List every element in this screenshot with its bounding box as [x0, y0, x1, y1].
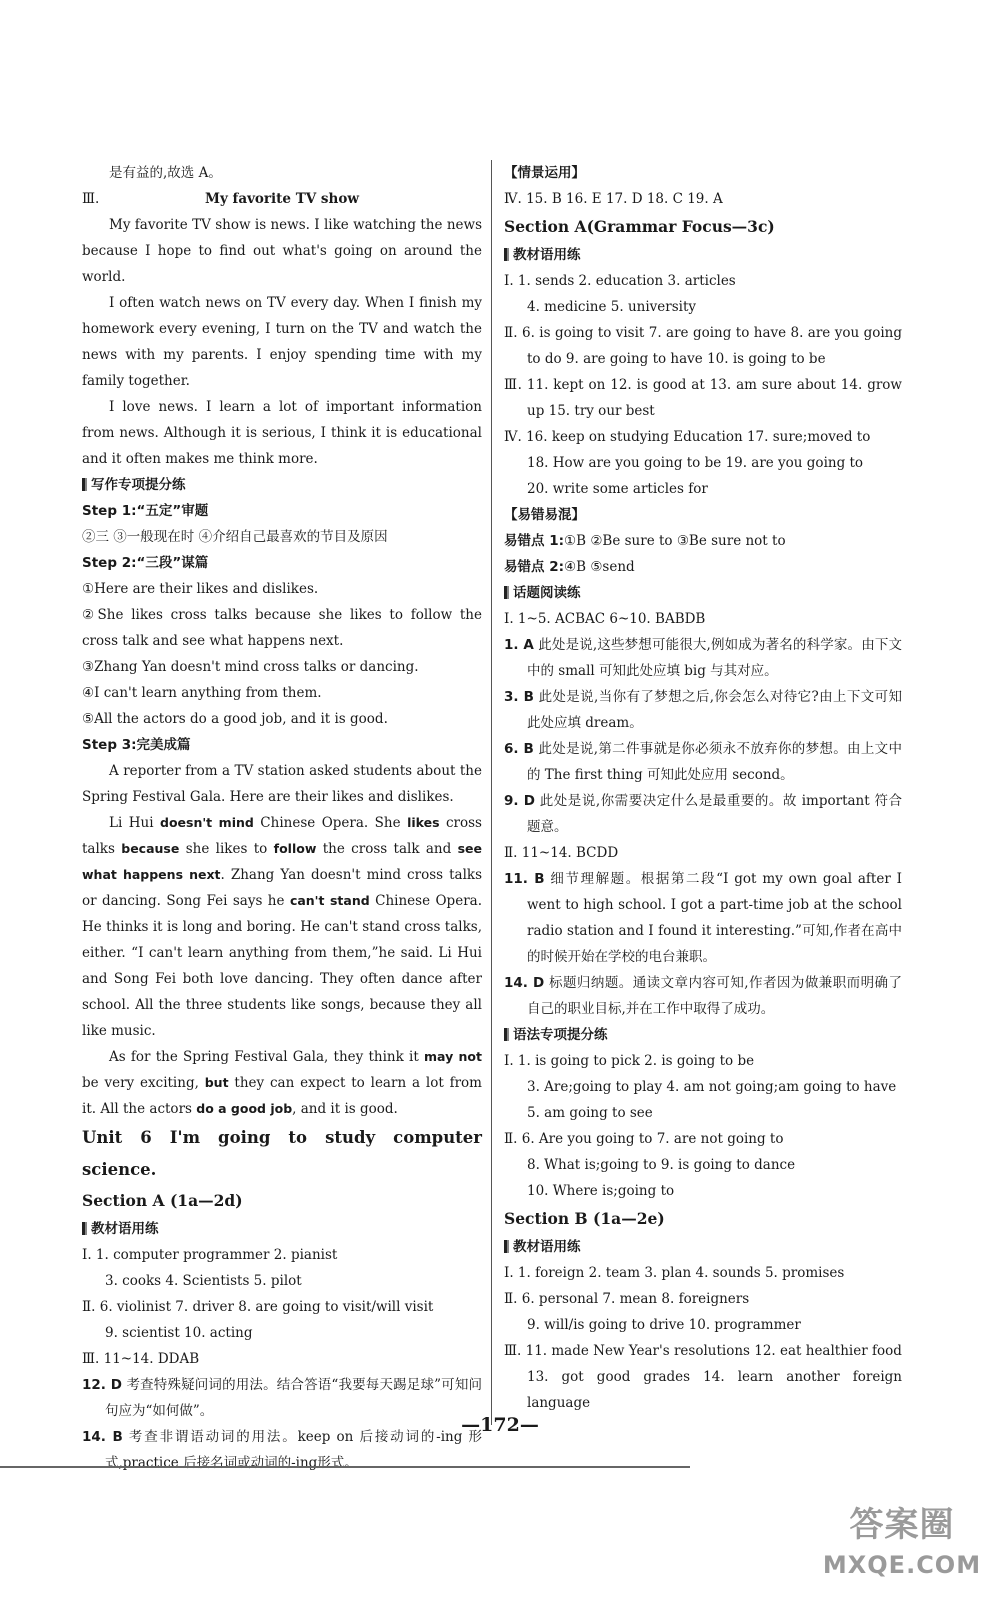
explanation: 3. B 此处是说,当你有了梦想之后,你会怎么对待它?由上下文可知此处应填 dream。 — [504, 689, 902, 731]
step-heading: Step 1:“五定”审题 — [82, 503, 209, 519]
answer-line: 3. cooks 4. Scientists 5. pilot — [105, 1273, 302, 1289]
answer-line: Ⅰ. 1. is going to pick 2. is going to be — [504, 1053, 755, 1069]
watermark-logo: 答案圈 — [849, 1505, 955, 1545]
answer-line: 9. scientist 10. acting — [105, 1325, 253, 1341]
step-item: ①Here are their likes and dislikes. — [82, 581, 319, 597]
answer-line: Ⅳ. 16. keep on studying Education 17. sure;moved to — [504, 429, 871, 445]
answer-line: 10. Where is;going to — [527, 1183, 675, 1199]
left-column — [82, 160, 482, 1476]
answer-line: 20. write some articles for — [527, 481, 708, 497]
essay-paragraph: A reporter from a TV station asked students about the Spring Festival Gala. Here are their likes and dislikes. — [82, 763, 482, 805]
answer-line: Ⅱ. 6. violinist 7. driver 8. are going to visit/will visit — [82, 1299, 434, 1315]
explanation: 9. D 此处是说,你需要决定什么是最重要的。故 important 符合题意。 — [504, 793, 902, 835]
answer-line: 18. How are you going to be 19. are you going to — [527, 455, 864, 471]
essay-paragraph: I love news. I learn a lot of important information from news. Although it is serious, I think it is educational and it often makes me think more. — [82, 399, 482, 467]
footer-rule — [0, 1466, 690, 1468]
step-body: ②三 ③一般现在时 ④介绍自己最喜欢的节目及原因 — [82, 529, 388, 545]
essay-paragraph: My favorite TV show is news. I like watching the news because I hope to find out what's going on around the world. — [82, 217, 482, 285]
section-title: Section B (1a—2e) — [504, 1209, 665, 1228]
explanation: 14. D 标题归纳题。通读文章内容可知,作者因为做兼职而明确了自己的职业目标,并在工作中取得了成功。 — [504, 975, 903, 1017]
answer-line: 5. am going to see — [527, 1105, 653, 1121]
section-tag-textbook: 教材语用练 — [504, 242, 902, 268]
answer-line: 8. What is;going to 9. is going to dance — [527, 1157, 796, 1173]
answer-line: Ⅲ. 11. kept on 12. is good at 13. am sure about 14. grow up 15. try our best — [504, 377, 902, 419]
section-tag-writing: 写作专项提分练 — [82, 472, 482, 498]
page-number: —172— — [461, 1414, 539, 1436]
text-line: 是有益的,故选 A。 — [109, 165, 222, 181]
answer-line: Ⅰ. 1. sends 2. education 3. articles — [504, 273, 736, 289]
column-divider — [491, 160, 492, 1425]
answer-line: Ⅱ. 6. Are you going to 7. are not going to — [504, 1131, 784, 1147]
essay-heading — [82, 186, 482, 212]
explanation: 1. A 此处是说,这些梦想可能很大,例如成为著名的科学家。由下文中的 small 可知此处应填 big 与其对应。 — [504, 637, 902, 679]
answer-line: Ⅰ. 1. computer programmer 2. pianist — [82, 1247, 338, 1263]
answer-line: 易错点 1:①B ②Be sure to ③Be sure not to — [504, 533, 786, 549]
answer-line: 3. Are;going to play 4. am not going;am going to have — [527, 1079, 897, 1095]
answer-line: 4. medicine 5. university — [527, 299, 697, 315]
step-item: ②She likes cross talks because she likes to follow the cross talk and see what happens next. — [82, 607, 482, 649]
explanation: 6. B 此处是说,第二件事就是你必须永不放弃你的梦想。由上文中的 The first thing 可知此处应用 second。 — [504, 741, 902, 783]
answer-line: Ⅱ. 6. is going to visit 7. are going to have 8. are you going to do 9. are going to have 10. is going to be — [504, 325, 902, 367]
step-heading: Step 2:“三段”谋篇 — [82, 555, 209, 571]
section-tag-errors: 【易错易混】 — [504, 507, 585, 523]
answer-line: Ⅰ. 1. foreign 2. team 3. plan 4. sounds 5. promises — [504, 1265, 845, 1281]
step-item: ⑤All the actors do a good job, and it is good. — [82, 711, 388, 727]
step-item: ③Zhang Yan doesn't mind cross talks or dancing. — [82, 659, 419, 675]
right-column — [504, 160, 902, 1416]
essay-title: My favorite TV show — [205, 191, 359, 207]
answer-line: Ⅱ. 6. personal 7. mean 8. foreigners — [504, 1291, 750, 1307]
answer-line: 易错点 2:④B ⑤send — [504, 559, 635, 575]
essay-paragraph: I often watch news on TV every day. When I finish my homework every evening, I turn on the TV and watch the news with my parents. I enjoy spending time with my family together. — [82, 295, 482, 389]
unit-title: Unit 6 I'm going to study computer science. — [82, 1128, 482, 1179]
section-tag-grammar: 语法专项提分练 — [504, 1022, 902, 1048]
watermark — [822, 1500, 982, 1590]
section-tag-textbook: 教材语用练 — [504, 1234, 902, 1260]
answer-line: Ⅲ. 11~14. DDAB — [82, 1351, 200, 1367]
explanation: 11. B 细节理解题。根据第二段“I got my own goal after I went to high school. I got a part-time job at the school radio station and I found it interesting.”可知,作者在高中的时候开始在学校的电台兼职。 — [504, 871, 902, 965]
explanation: 12. D 考查特殊疑问词的用法。结合答语“我要每天踢足球”可知问句应为“如何做”。 — [82, 1377, 482, 1419]
section-tag-scenario: 【情景运用】 — [504, 165, 585, 181]
section-tag-textbook: 教材语用练 — [82, 1216, 482, 1242]
answer-line: Ⅳ. 15. B 16. E 17. D 18. C 19. A — [504, 191, 723, 207]
answer-line: 13. got good grades 14. learn another foreign language — [527, 1369, 902, 1411]
section-title: Section A (1a—2d) — [82, 1191, 243, 1210]
answer-line: Ⅲ. 11. made New Year's resolutions 12. eat healthier food — [504, 1343, 902, 1359]
step-item: ④I can't learn anything from them. — [82, 685, 322, 701]
essay-paragraph: As for the Spring Festival Gala, they think it may not be very exciting, but they can expect to learn a lot from it. All the actors do a good job, and it is good. — [82, 1049, 482, 1117]
step-heading: Step 3:完美成篇 — [82, 737, 191, 753]
explanation: 14. B 考查非谓语动词的用法。keep on 后接动词的-ing 形式,practice 后接名词或动词的-ing形式。 — [82, 1429, 483, 1471]
answer-line: 9. will/is going to drive 10. programmer — [527, 1317, 801, 1333]
answer-line: Ⅱ. 11~14. BCDD — [504, 845, 619, 861]
essay-paragraph: Li Hui doesn't mind Chinese Opera. She likes cross talks because she likes to follow the cross talk and see what happens next. Zhang Yan doesn't mind cross talks or dancing. Song Fei says he can't stand Chinese Opera. He thinks it is long and boring. He can't stand cross talks, either. “I can't learn anything from them,”he said. Li Hui and Song Fei both love dancing. They often dance after school. All the three students like songs, because they all like music. — [82, 815, 482, 1039]
answer-line: Ⅰ. 1~5. ACBAC 6~10. BABDB — [504, 611, 706, 627]
section-tag-reading: 话题阅读练 — [504, 580, 902, 606]
section-title: Section A(Grammar Focus—3c) — [504, 217, 775, 236]
roman-numeral: Ⅲ. — [82, 191, 100, 207]
watermark-url: MXQE.COM — [822, 1551, 982, 1579]
